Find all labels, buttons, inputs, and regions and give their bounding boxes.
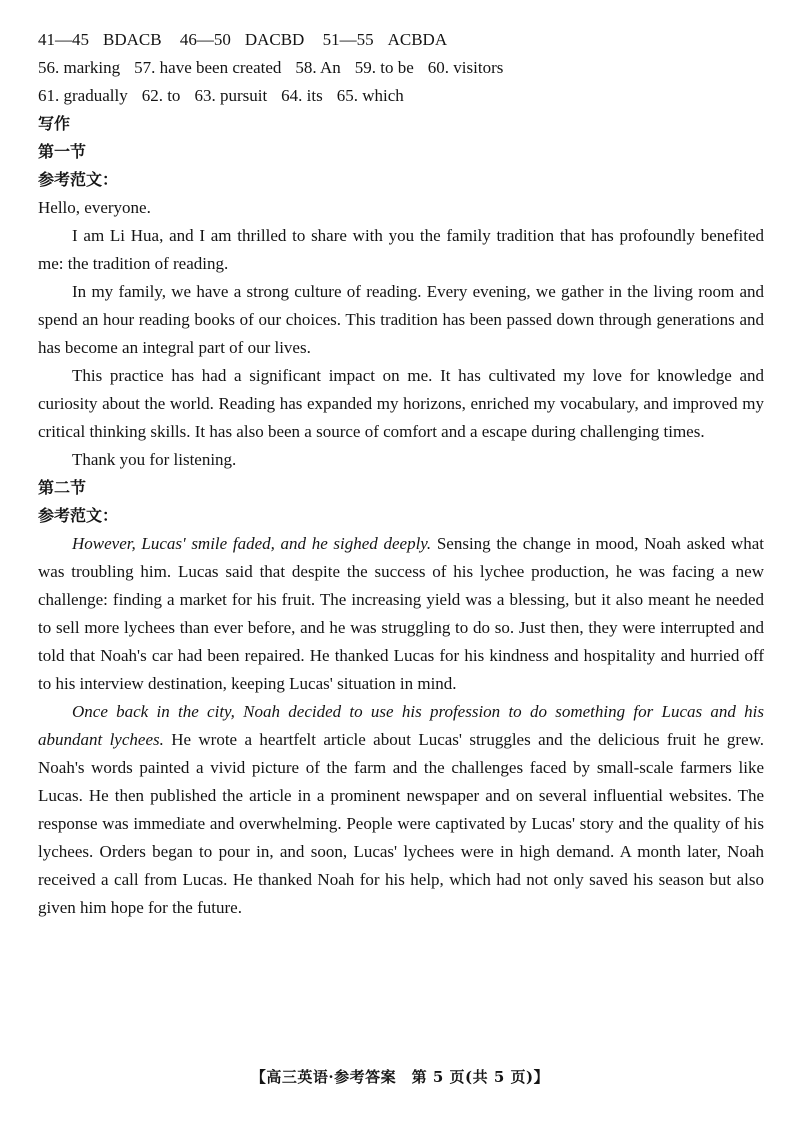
answer-item: 60. visitors xyxy=(427,58,504,77)
answer-letters: BDACB xyxy=(103,30,162,49)
page-footer: 【高三英语·参考答案 第 5 页(共 5 页)】 xyxy=(250,1068,550,1086)
answer-item: 63. pursuit xyxy=(194,86,268,105)
writing-title: 写作 xyxy=(38,114,71,133)
answer-letters: ACBDA xyxy=(387,30,448,49)
answer-group xyxy=(323,30,448,49)
answer-item: 61. gradually xyxy=(38,86,128,105)
paragraph-body: Sensing the change in mood, Noah asked what was troubling him. Lucas said that despite the success of his lychee production, he was facing a new challenge: finding a market for his fruit. The increasing yield was a blessing, but it also meant he needed to sell more lychees than ever before, and he was struggling to do so. Just then, they were interrupted and told that Noah's car had been repaired. He thanked Lucas for his kindness and hospitality and hurried off to his interview destination, keeping Lucas' situation in mind. xyxy=(38,534,764,693)
paragraph-body: He wrote a heartfelt article about Lucas' struggles and the delicious fruit he grew. Noah's words painted a vivid picture of the farm and the challenges faced by small-scale farmers like Lucas. He then published the article in a prominent newspaper and on several influential websites. The response was immediate and overwhelming. People were captivated by Lucas' story and the quality of his lychees. Orders began to pour in, and soon, Lucas' lychees were in high demand. A month later, Noah received a call from Lucas. He thanked Noah for his help, which had not only saved his season but also given him hope for the future. xyxy=(38,730,764,917)
answer-range: 46—50 xyxy=(179,30,231,49)
section-1-paragraph: In my family, we have a strong culture of reading. Every evening, we gather in the living room and spend an hour reading books of our choices. This tradition has been passed down through generations and has become an integral part of our lives. xyxy=(38,282,764,357)
answer-item: 62. to xyxy=(141,86,181,105)
answer-item: 65. which xyxy=(336,86,404,105)
section-1-closing: Thank you for listening. xyxy=(72,450,237,469)
answer-item: 64. its xyxy=(281,86,323,105)
answer-row-2 xyxy=(38,54,764,82)
paragraph-lead-sentence: However, Lucas' smile faded, and he sighed deeply. xyxy=(72,534,432,553)
answer-letters: DACBD xyxy=(244,30,305,49)
answer-row-3 xyxy=(38,82,764,110)
answer-range: 51—55 xyxy=(322,30,374,49)
paragraph-lead-sentence: Once back in the city, Noah decided to use his profession to do something for Lucas and his abundant lychees. xyxy=(38,702,764,749)
section-1-paragraph: This practice has had a significant impact on me. It has cultivated my love for knowledge and curiosity about the world. Reading has expanded my horizons, enriched my vocabulary, and improved my critical thinking skills. It has also been a source of comfort and a escape during challenging times. xyxy=(38,366,764,441)
answer-row-1 xyxy=(38,26,764,54)
section-2-paragraph-2 xyxy=(38,698,764,922)
section-2-label: 参考范文： xyxy=(38,506,119,525)
answer-group xyxy=(38,30,162,49)
answer-item: 59. to be xyxy=(354,58,414,77)
section-2-title: 第二节 xyxy=(38,478,87,497)
answer-list xyxy=(38,26,764,110)
section-1-label: 参考范文： xyxy=(38,170,119,189)
answer-item: 58. An xyxy=(295,58,341,77)
answer-item: 56. marking xyxy=(38,58,121,77)
section-2-paragraph-1 xyxy=(38,530,764,698)
section-1-paragraph: I am Li Hua, and I am thrilled to share with you the family tradition that has profoundly benefited me: the tradition of reading. xyxy=(38,226,764,273)
answer-item: 57. have been created xyxy=(134,58,282,77)
section-1-greeting: Hello, everyone. xyxy=(38,198,151,217)
section-1-title: 第一节 xyxy=(38,142,87,161)
page-content xyxy=(38,26,764,922)
answer-group xyxy=(180,30,305,49)
answer-range: 41—45 xyxy=(38,30,89,49)
